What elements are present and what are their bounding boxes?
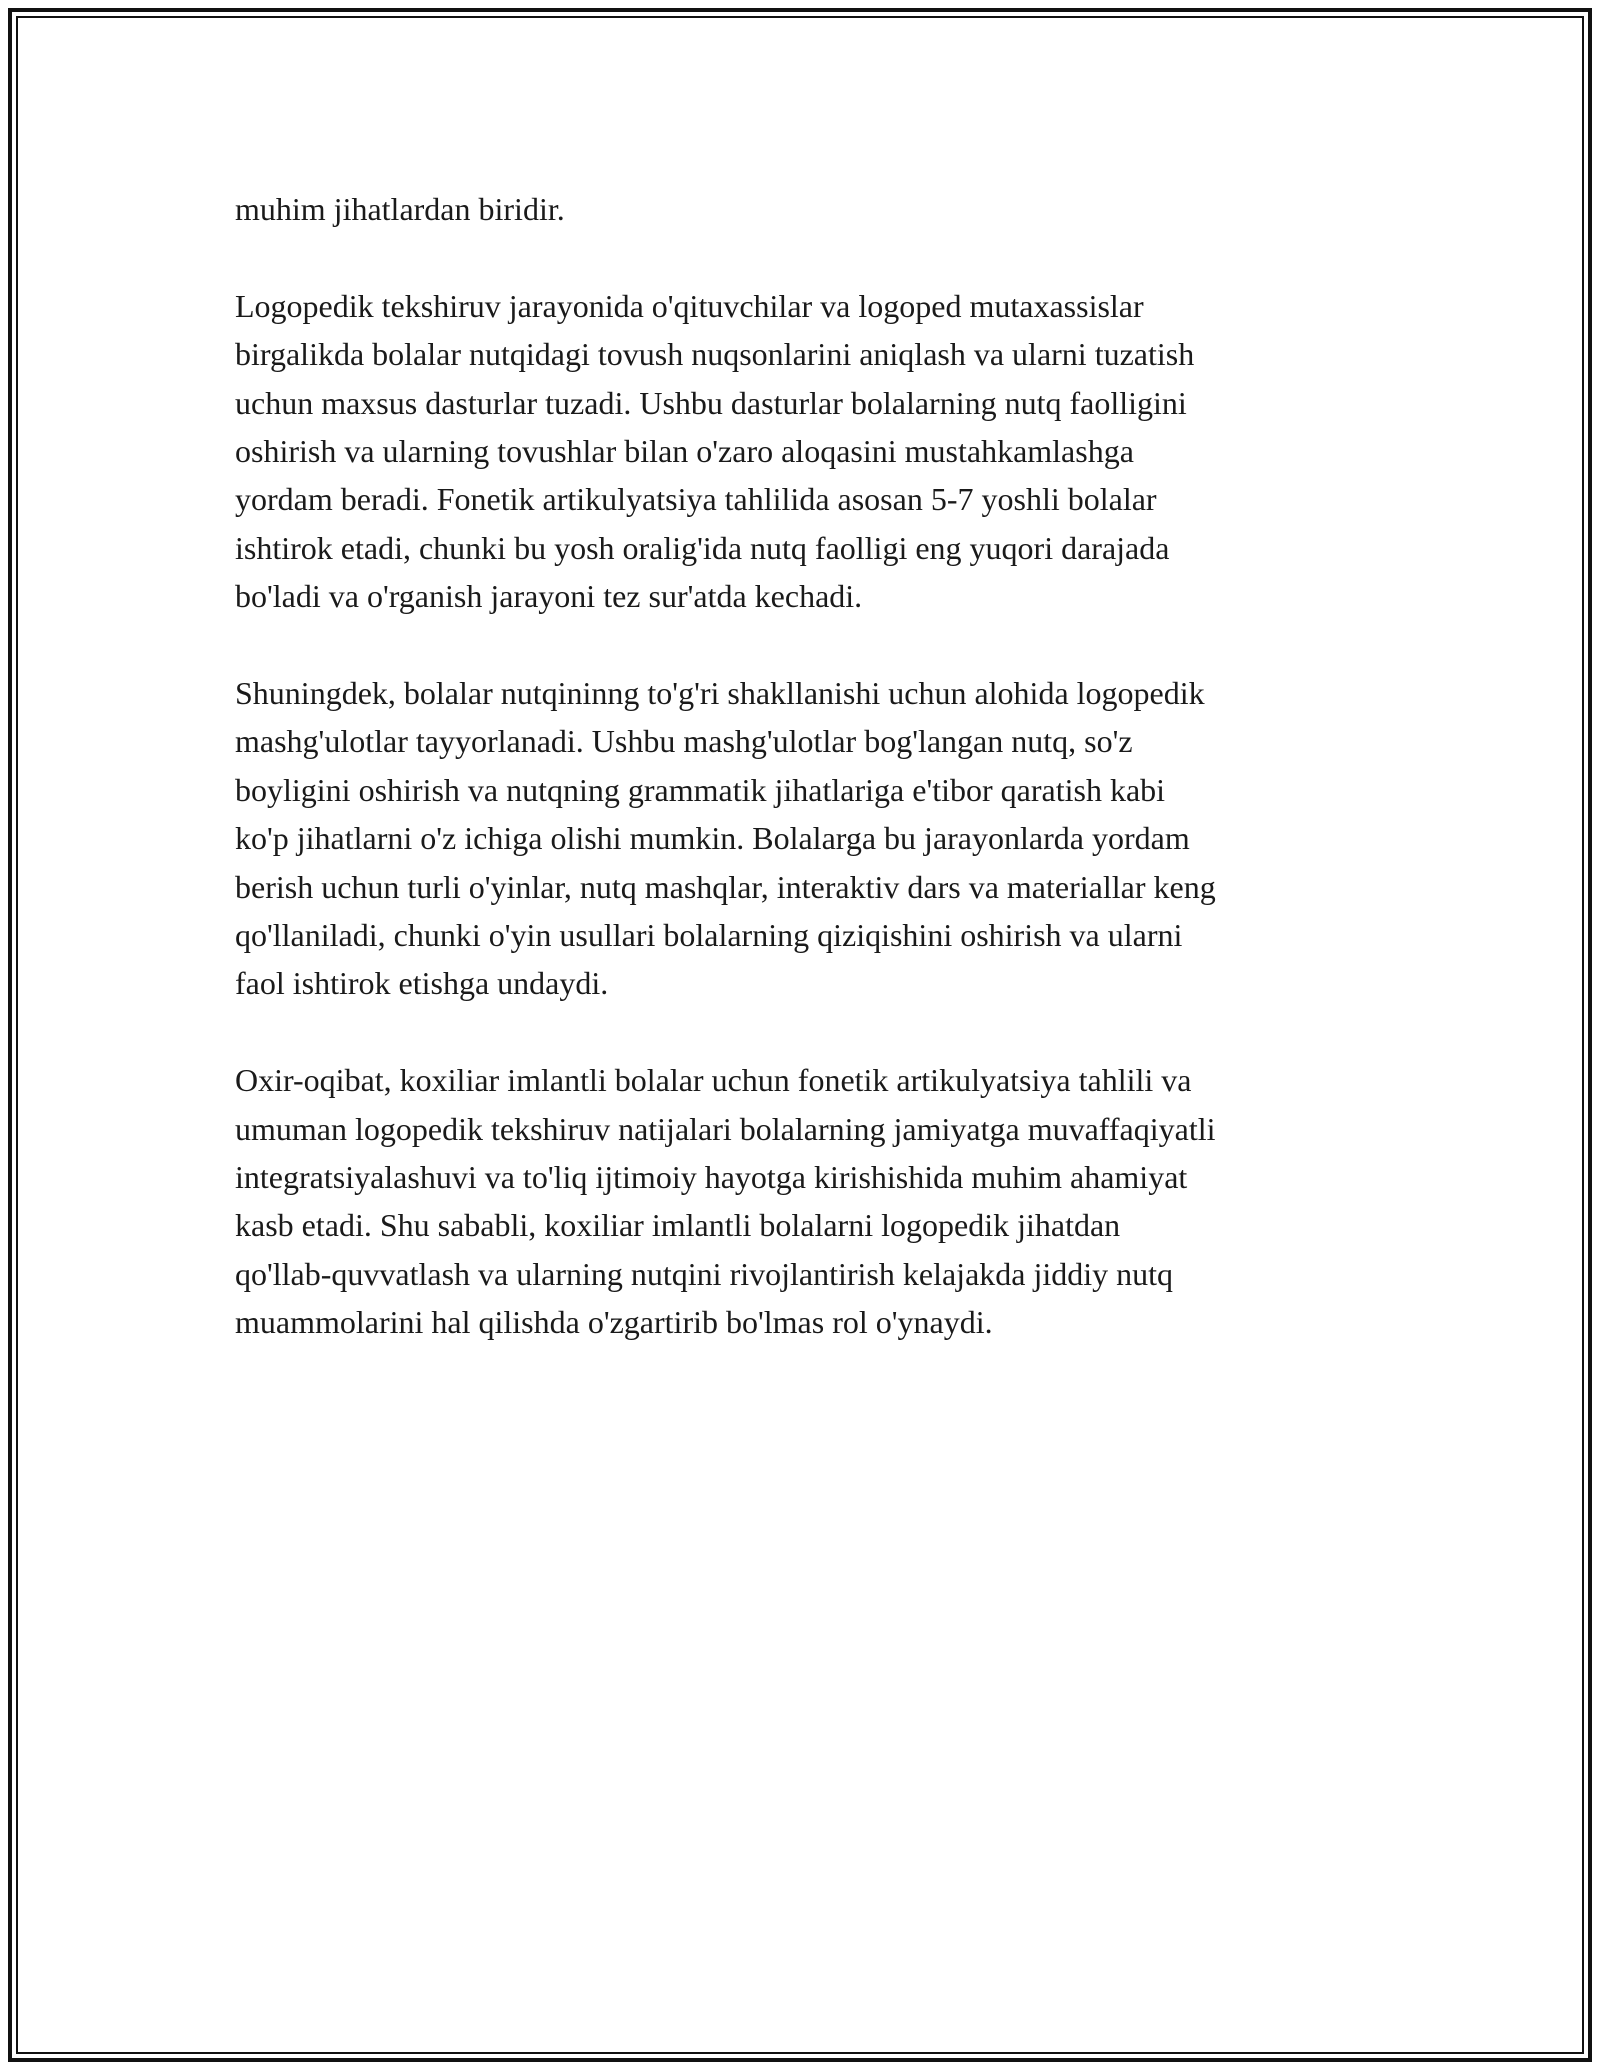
paragraph-logopedic-examination: Logopedik tekshiruv jarayonida o'qituvchilar va logoped mutaxassislar birgalikda bolalar nutqidagi tovush nuqsonlarini aniqlash va ularni tuzatish uchun maxsus dasturlar tuzadi. Ushbu dasturlar bolalarning nutq faolligini oshirish va ularning tovushlar bilan o'zaro aloqasini mustahkamlashga yordam beradi. Fonetik artikulyatsiya tahlilida asosan 5-7 yoshli bolalar ishtirok etadi, chunki bu yosh oralig'ida nutq faolligi eng yuqori darajada bo'ladi va o'rganish jarayoni tez sur'atda kechadi. — [235, 287, 1195, 615]
paragraph-gap — [235, 1008, 1415, 1056]
paragraph-speech-exercises: Shuningdek, bolalar nutqininng to'g'ri shakllanishi uchun alohida logopedik mashg'ulotlar tayyorlanadi. Ushbu mashg'ulotlar bog'langan nutq, so'z boyligini oshirish va nutqning grammatik jihatlariga e'tibor qaratish kabi ko'p jihatlarni o'z ichiga olishi mumkin. Bolalarga bu jarayonlarda yordam berish uchun turli o'yinlar, nutq mashqlar, interaktiv dars va materiallar keng qo'llaniladi, chunki o'yin usullari bolalarning qiziqishini oshirish va ularni faol ishtirok etishga undaydi. — [235, 675, 1216, 1002]
document-body — [235, 185, 1415, 1347]
paragraph-conclusion: Oxir-oqibat, koxiliar imlantli bolalar uchun fonetik artikulyatsiya tahlili va umuman logopedik tekshiruv natijalari bolalarning jamiyatga muvaffaqiyatli integratsiyalashuvi va to'liq ijtimoiy hayotga kirishishida muhim ahamiyat kasb etadi. Shu sababli, koxiliar imlantli bolalarni logopedik jihatdan qo'llab-quvvatlash va ularning nutqini rivojlantirish kelajakda jiddiy nutq muammolarini hal qilishda o'zgartirib bo'lmas rol o'ynaydi. — [235, 1062, 1216, 1341]
paragraph-gap — [235, 233, 1415, 281]
paragraph-continuation: muhim jihatlardan biridir. — [235, 191, 565, 227]
paragraph-gap — [235, 621, 1415, 669]
